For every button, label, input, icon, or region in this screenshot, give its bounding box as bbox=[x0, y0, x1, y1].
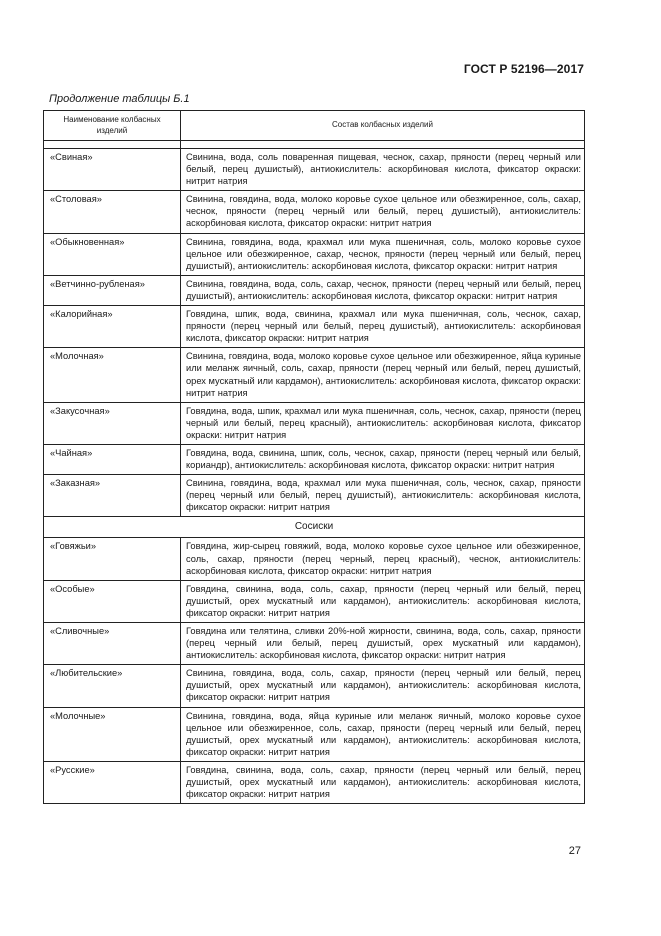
product-composition: Свинина, говядина, вода, молоко коровье сухое цельное или обезжиренное, соль, сахар, чеснок, пряности (перец черный или белый, перец душистый), антиокислитель: аскорбиновая кислота, фиксатор окраски: нитрит натрия bbox=[181, 191, 585, 233]
table-row bbox=[44, 475, 585, 517]
product-name: «Особые» bbox=[44, 580, 181, 622]
product-name: «Заказная» bbox=[44, 475, 181, 517]
product-composition: Говядина, вода, свинина, шпик, соль, чеснок, сахар, пряности (перец черный или белый, кориандр), антиокислитель: аскорбиновая кислота, фиксатор окраски: нитрит натрия bbox=[181, 444, 585, 474]
product-composition: Говядина, жир-сырец говяжий, вода, молоко коровье сухое цельное или обезжиренное, соль, сахар, пряности (перец черный, перец красный), чеснок, антиокислитель: аскорбиновая кислота, фиксатор окраски: нитрит натрия bbox=[181, 538, 585, 580]
product-name: «Русские» bbox=[44, 761, 181, 803]
product-name: «Чайная» bbox=[44, 444, 181, 474]
column-header-name: Наименование колбасных изделий bbox=[44, 111, 181, 141]
table-row bbox=[44, 665, 585, 707]
product-composition: Свинина, говядина, вода, соль, сахар, чеснок, пряности (перец черный или белый, перец душистый), антиокислитель: аскорбиновая кислота, фиксатор окраски: нитрит натрия bbox=[181, 275, 585, 305]
table-row bbox=[44, 149, 585, 191]
product-composition: Говядина или телятина, сливки 20%-ной жирности, свинина, вода, соль, сахар, пряности (перец черный или белый, перец душистый, орех мускатный или кардамон), антиокислитель: аскорбиновая кислота, фиксатор окраски: нитрит натрия bbox=[181, 623, 585, 665]
page-number: 27 bbox=[568, 845, 581, 857]
product-composition: Свинина, говядина, вода, яйца куриные или меланж яичный, молоко коровье сухое цельное или обезжиренное, соль, сахар, пряности (перец черный или белый, перец душистый, орех мускатный или кардамон), антиокислитель: аскорбиновая кислота, фиксатор окраски: нитрит натрия bbox=[181, 707, 585, 761]
product-composition: Говядина, свинина, вода, соль, сахар, пряности (перец черный или белый, перец душистый, орех мускатный или кардамон), антиокислитель: аскорбиновая кислота, фиксатор окраски: нитрит натрия bbox=[181, 580, 585, 622]
product-composition: Свинина, говядина, вода, молоко коровье сухое цельное или обезжиренное, яйца куриные или меланж яичный, соль, сахар, пряности (перец черный или белый, перец душистый, орех мускатный или кардамон), антиокислитель: аскорбиновая кислота, фиксатор окраски: нитрит натрия bbox=[181, 348, 585, 402]
product-name: «Столовая» bbox=[44, 191, 181, 233]
product-composition: Говядина, свинина, вода, соль, сахар, пряности (перец черный или белый, перец душистый, орех мускатный или кардамон), антиокислитель: аскорбиновая кислота, фиксатор окраски: нитрит натрия bbox=[181, 761, 585, 803]
table-row bbox=[44, 538, 585, 580]
product-name: «Говяжьи» bbox=[44, 538, 181, 580]
table-row bbox=[44, 761, 585, 803]
product-composition: Говядина, вода, шпик, крахмал или мука пшеничная, соль, чеснок, сахар, пряности (перец черный или белый, перец красный), антиокислитель: аскорбиновая кислота, фиксатор окраски: нитрит натрия bbox=[181, 402, 585, 444]
column-header-composition: Состав колбасных изделий bbox=[181, 111, 585, 141]
product-name: «Свиная» bbox=[44, 149, 181, 191]
table-row bbox=[44, 623, 585, 665]
header-separator-row bbox=[44, 141, 585, 149]
standard-code: ГОСТ Р 52196—2017 bbox=[463, 62, 584, 76]
section-header-row bbox=[44, 517, 585, 538]
product-composition: Свинина, вода, соль поваренная пищевая, чеснок, сахар, пряности (перец черный или белый, перец душистый), антиокислитель: аскорбиновая кислота, фиксатор окраски: нитрит натрия bbox=[181, 149, 585, 191]
product-name: «Закусочная» bbox=[44, 402, 181, 444]
table-row bbox=[44, 707, 585, 761]
table-caption: Продолжение таблицы Б.1 bbox=[49, 93, 190, 105]
section-title: Сосиски bbox=[44, 517, 585, 538]
table-row bbox=[44, 444, 585, 474]
product-name: «Калорийная» bbox=[44, 306, 181, 348]
table-header-row bbox=[44, 111, 585, 141]
product-name: «Молочные» bbox=[44, 707, 181, 761]
product-composition: Свинина, говядина, вода, крахмал или мука пшеничная, соль, чеснок, сахар, пряности (перец черный или белый, перец душистый), антиокислитель: аскорбиновая кислота, фиксатор окраски: нитрит натрия bbox=[181, 475, 585, 517]
table-row bbox=[44, 580, 585, 622]
table-row bbox=[44, 306, 585, 348]
table-row bbox=[44, 402, 585, 444]
product-name: «Любительские» bbox=[44, 665, 181, 707]
product-name: «Сливочные» bbox=[44, 623, 181, 665]
product-name: «Ветчинно-рубленая» bbox=[44, 275, 181, 305]
product-composition: Свинина, говядина, вода, соль, сахар, пряности (перец черный или белый, перец душистый, орех мускатный или кардамон), антиокислитель: аскорбиновая кислота, фиксатор окраски: нитрит натрия bbox=[181, 665, 585, 707]
table-row bbox=[44, 191, 585, 233]
product-composition: Свинина, говядина, вода, крахмал или мука пшеничная, соль, молоко коровье сухое цельное или обезжиренное, сахар, чеснок, пряности (перец черный или белый, перец душистый), антиокислитель: аскорбиновая кислота, фиксатор окраски: нитрит натрия bbox=[181, 233, 585, 275]
product-composition: Говядина, шпик, вода, свинина, крахмал или мука пшеничная, соль, чеснок, сахар, пряности (перец черный или белый, перец душистый), антиокислитель: аскорбиновая кислота, фиксатор окраски: нитрит натрия bbox=[181, 306, 585, 348]
table-row bbox=[44, 275, 585, 305]
table-row bbox=[44, 233, 585, 275]
product-name: «Молочная» bbox=[44, 348, 181, 402]
product-name: «Обыкновенная» bbox=[44, 233, 181, 275]
table-row bbox=[44, 348, 585, 402]
composition-table bbox=[43, 110, 585, 804]
